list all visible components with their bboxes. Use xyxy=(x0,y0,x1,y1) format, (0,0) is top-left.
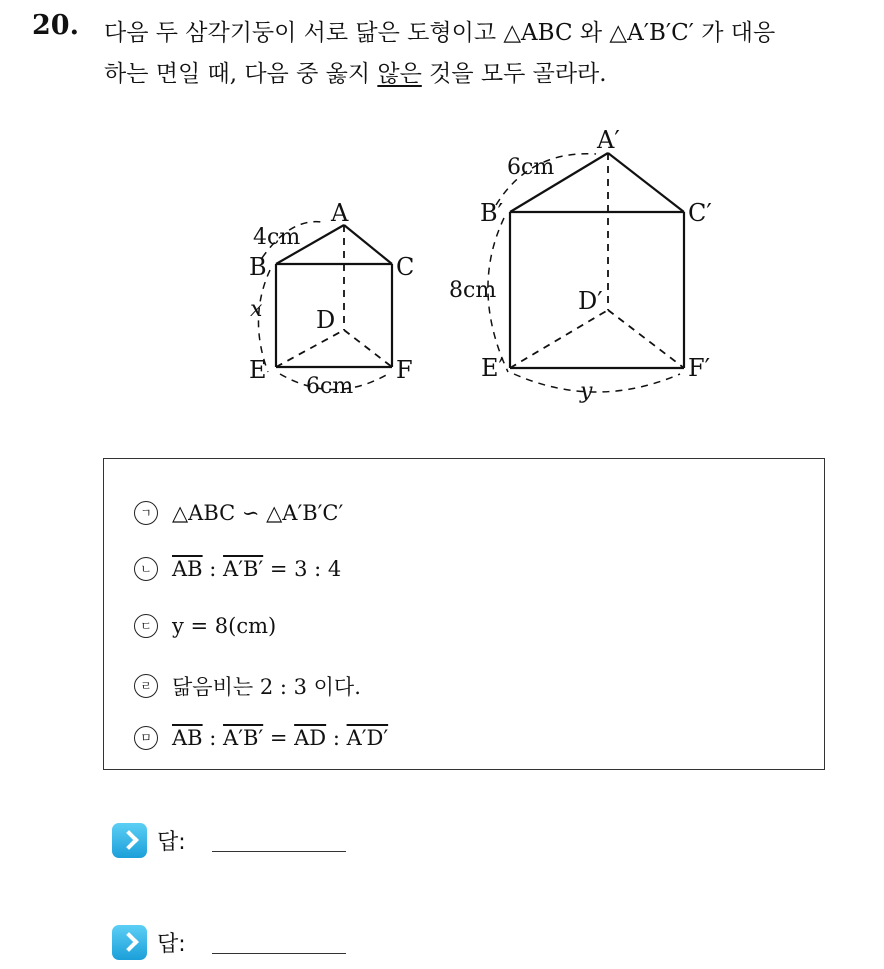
label-d: D xyxy=(316,306,336,334)
label-ab-prime-length: 6cm xyxy=(507,155,555,180)
label-c: C xyxy=(396,253,415,281)
separator: : xyxy=(326,726,347,750)
choice-marker: ㅁ xyxy=(134,726,158,750)
label-ef-length: 6cm xyxy=(306,374,354,399)
question-number: 20. xyxy=(32,10,79,41)
label-b: B xyxy=(249,253,267,281)
underlined-word: 않은 xyxy=(377,61,422,87)
choice-marker: ㄱ xyxy=(134,501,158,525)
answer-blank[interactable] xyxy=(212,953,346,954)
question-text-line1: 다음 두 삼각기둥이 서로 닮은 도형이고 △ABC 와 △A′B′C′ 가 대응 xyxy=(104,20,776,46)
label-f: F xyxy=(396,356,413,384)
choice-marker: ㄷ xyxy=(134,614,158,638)
question-text-line2b: 것을 모두 골라라. xyxy=(421,61,607,87)
choice-text: △ABC ∽ △A′B′C′ xyxy=(172,501,344,525)
separator: : xyxy=(202,557,224,581)
segment: $\overline{AB}$ xyxy=(172,726,203,750)
segment: A′D′ xyxy=(346,726,389,750)
label-c-prime: C′ xyxy=(688,199,712,227)
segment: A′B′ xyxy=(223,557,264,581)
answer-label: 답: xyxy=(157,932,186,957)
separator: : xyxy=(202,726,224,750)
question-text-line2a: 하는 면일 때, 다음 중 옳지 xyxy=(104,61,378,87)
label-f-prime: F′ xyxy=(688,354,711,382)
choice-marker: ㄹ xyxy=(134,674,158,698)
label-d-prime: D′ xyxy=(578,287,603,315)
answer-blank[interactable] xyxy=(212,851,346,852)
choice-text: 닮음비는 2 : 3 이다. xyxy=(172,675,361,699)
answer-row-1 xyxy=(112,823,186,858)
segment: A′B′ xyxy=(223,726,264,750)
answer-label: 답: xyxy=(157,830,186,855)
choice-2 xyxy=(134,557,341,581)
label-y: y xyxy=(580,379,593,404)
large-prism xyxy=(488,153,684,392)
chevron-right-icon xyxy=(112,823,147,858)
choice-1 xyxy=(134,501,343,525)
label-e-prime: E′ xyxy=(481,354,504,382)
chevron-right-icon xyxy=(112,925,147,960)
choice-text: y = 8(cm) xyxy=(172,614,277,638)
segment: $\overline{AB}$ xyxy=(172,557,203,581)
prism-figure xyxy=(0,0,884,440)
segment: $\overline{AD}$ xyxy=(294,726,327,750)
choice-3 xyxy=(134,614,276,638)
label-x: x xyxy=(250,297,263,322)
label-e: E xyxy=(249,356,267,384)
choice-4 xyxy=(134,671,361,701)
answer-row-2 xyxy=(112,925,186,960)
label-a: A xyxy=(331,199,349,227)
choice-rest: = 3 : 4 xyxy=(263,557,342,581)
label-ab-length: 4cm xyxy=(253,225,301,250)
label-a-prime: A′ xyxy=(597,126,620,154)
choice-5 xyxy=(134,726,388,750)
equals: = xyxy=(263,726,295,750)
label-b-prime: B′ xyxy=(480,199,504,227)
choice-marker: ㄴ xyxy=(134,557,158,581)
choices-box xyxy=(103,458,825,770)
label-be-prime-length: 8cm xyxy=(449,278,497,303)
